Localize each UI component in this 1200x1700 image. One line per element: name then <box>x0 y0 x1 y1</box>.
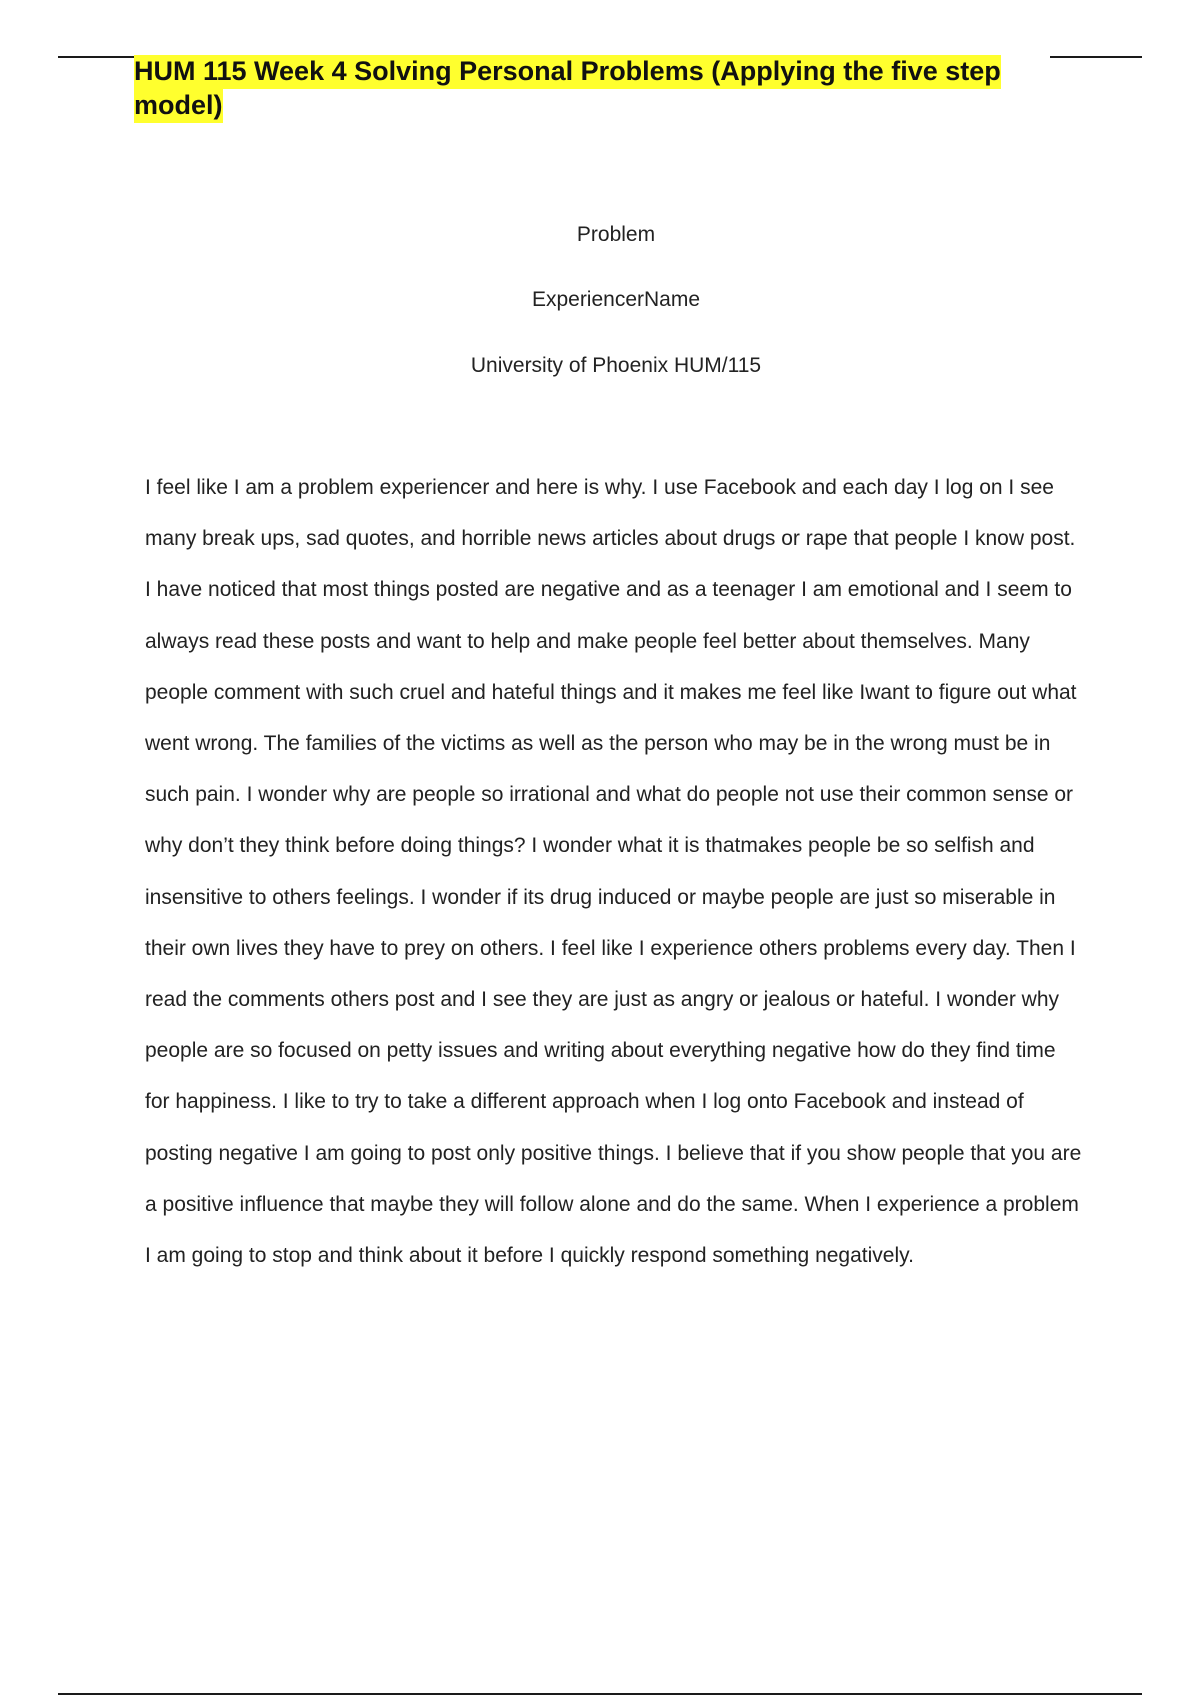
document-title-text: HUM 115 Week 4 Solving Personal Problems (Applying the five step model) <box>134 55 1001 123</box>
cover-author: ExperiencerName <box>531 288 701 311</box>
document-title <box>134 54 1074 122</box>
header-rule-left <box>58 56 136 58</box>
footer-rule <box>58 1693 1142 1695</box>
cover-heading: Problem <box>576 223 656 246</box>
cover-institution: University of Phoenix HUM/115 <box>470 354 762 377</box>
essay-body: I feel like I am a problem experiencer and here is why. I use Facebook and each day I log on I see many break ups, sad quotes, and horrible news articles about drugs or rape that people I know post. I have noticed that most things posted are negative and as a teenager I am emotional and I seem to always read these posts and want to help and make people feel better about themselves. Many people comment with such cruel and hateful things and it makes me feel like Iwant to figure out what went wrong. The families of the victims as well as the person who may be in the wrong must be in such pain. I wonder why are people so irrational and what do people not use their common sense or why don’t they think before doing things? I wonder what it is thatmakes people be so selfish and insensitive to others feelings. I wonder if its drug induced or maybe people are just so miserable in their own lives they have to prey on others. I feel like I experience others problems every day. Then I read the comments others post and I see they are just as angry or jealous or hateful. I wonder why people are so focused on petty issues and writing about everything negative how do they find time for happiness. I like to try to take a different approach when I log onto Facebook and instead of posting negative I am going to post only positive things. I believe that if you show people that you are a positive influence that maybe they will follow alone and do the same. When I experience a problem I am going to stop and think about it before I quickly respond something negatively. <box>145 476 1082 1268</box>
